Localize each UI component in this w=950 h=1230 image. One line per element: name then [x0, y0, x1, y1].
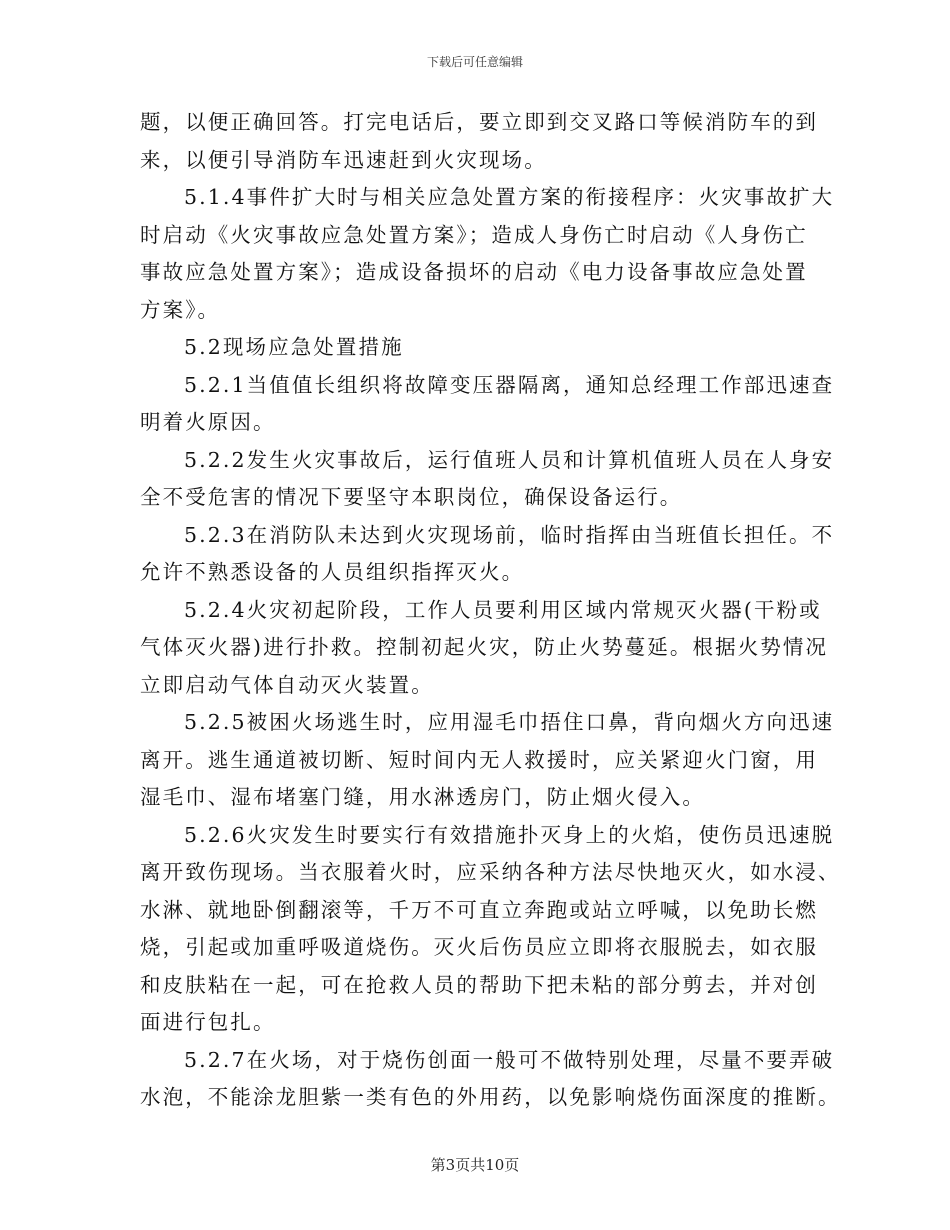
text-line: 立即启动气体自动灭火装置。	[140, 672, 434, 697]
paragraph-5-2-3	[140, 517, 835, 592]
page-header: 下载后可任意编辑	[426, 55, 523, 69]
text-line: 水泡，不能涂龙胆紫一类有色的外用药，以免影响烧伤面深度的推断。	[140, 1085, 841, 1109]
text-line: 离开致伤现场。当衣服着火时，应采纳各种方法尽快地灭火，如水浸、	[140, 860, 841, 884]
text-line: 全不受危害的情况下要坚守本职岗位，确保设备运行。	[140, 485, 683, 509]
text-line: 气体灭火器)进行扑救。控制初起火灾，防止火势蔓延。根据火势情况	[140, 635, 829, 659]
text-line: 5.2现场应急处置措施	[184, 335, 404, 359]
paragraph-5-2-2	[140, 442, 835, 517]
paragraph-5-2-5	[140, 704, 835, 817]
text-line: 题，以便正确回答。打完电话后，要立即到交叉路口等候消防车的到	[140, 110, 818, 134]
text-line: 5.2.3在消防队未达到火灾现场前，临时指挥由当班值长担任。不	[184, 522, 835, 547]
text-line: 和皮肤粘在一起，可在抢救人员的帮助下把未粘的部分剪去，并对创	[140, 972, 818, 997]
text-line: 5.2.4火灾初起阶段，工作人员要利用区域内常规灭火器(干粉或	[184, 597, 822, 622]
text-line: 允许不熟悉设备的人员组织指挥灭火。	[140, 560, 525, 584]
text-line: 方案》。	[140, 297, 221, 322]
text-line: 水淋、就地卧倒翻滚等，千万不可直立奔跑或站立呼喊，以免助长燃	[140, 897, 818, 922]
paragraph-5-2-6	[140, 817, 841, 1042]
paragraph-5-1-4	[140, 179, 835, 329]
paragraph-5-2-4	[140, 592, 829, 705]
text-line: 5.2.1当值值长组织将故障变压器隔离，通知总经理工作部迅速查	[184, 372, 835, 397]
paragraph-5-2-7	[140, 1042, 841, 1117]
text-line: 5.2.5被困火场逃生时，应用湿毛巾捂住口鼻，背向烟火方向迅速	[184, 710, 835, 734]
text-line: 5.2.2发生火灾事故后，运行值班人员和计算机值班人员在人身安	[184, 447, 835, 472]
paragraph-5-2-1	[140, 367, 835, 442]
section-heading-5-2	[140, 329, 812, 367]
text-line: 烧，引起或加重呼吸道烧伤。灭火后伤员应立即将衣服脱去，如衣服	[140, 935, 818, 959]
text-line: 来，以便引导消防车迅速赶到火灾现场。	[140, 147, 547, 172]
document-body	[140, 104, 841, 1117]
text-line: 5.1.4事件扩大时与相关应急处置方案的衔接程序：火灾事故扩大	[184, 185, 835, 209]
text-line: 湿毛巾、湿布堵塞门缝，用水淋透房门，防止烟火侵入。	[140, 785, 705, 809]
text-line: 时启动《火灾事故应急处置方案》；造成人身伤亡时启动《人身伤亡	[140, 222, 808, 247]
text-line: 5.2.7在火场，对于烧伤创面一般可不做特别处理，尽量不要弄破	[184, 1047, 835, 1072]
paragraph-continuation	[140, 104, 818, 179]
text-line: 面进行包扎。	[140, 1010, 276, 1034]
text-line: 5.2.6火灾发生时要实行有效措施扑灭身上的火焰，使伤员迅速脱	[184, 822, 835, 847]
text-line: 事故应急处置方案》；造成设备损坏的启动《电力设备事故应急处置	[140, 260, 808, 284]
text-line: 明着火原因。	[140, 410, 276, 434]
page-footer: 第3页共10页	[430, 1156, 520, 1174]
text-line: 离开。逃生通道被切断、短时间内无人救援时，应关紧迎火门窗，用	[140, 747, 818, 772]
